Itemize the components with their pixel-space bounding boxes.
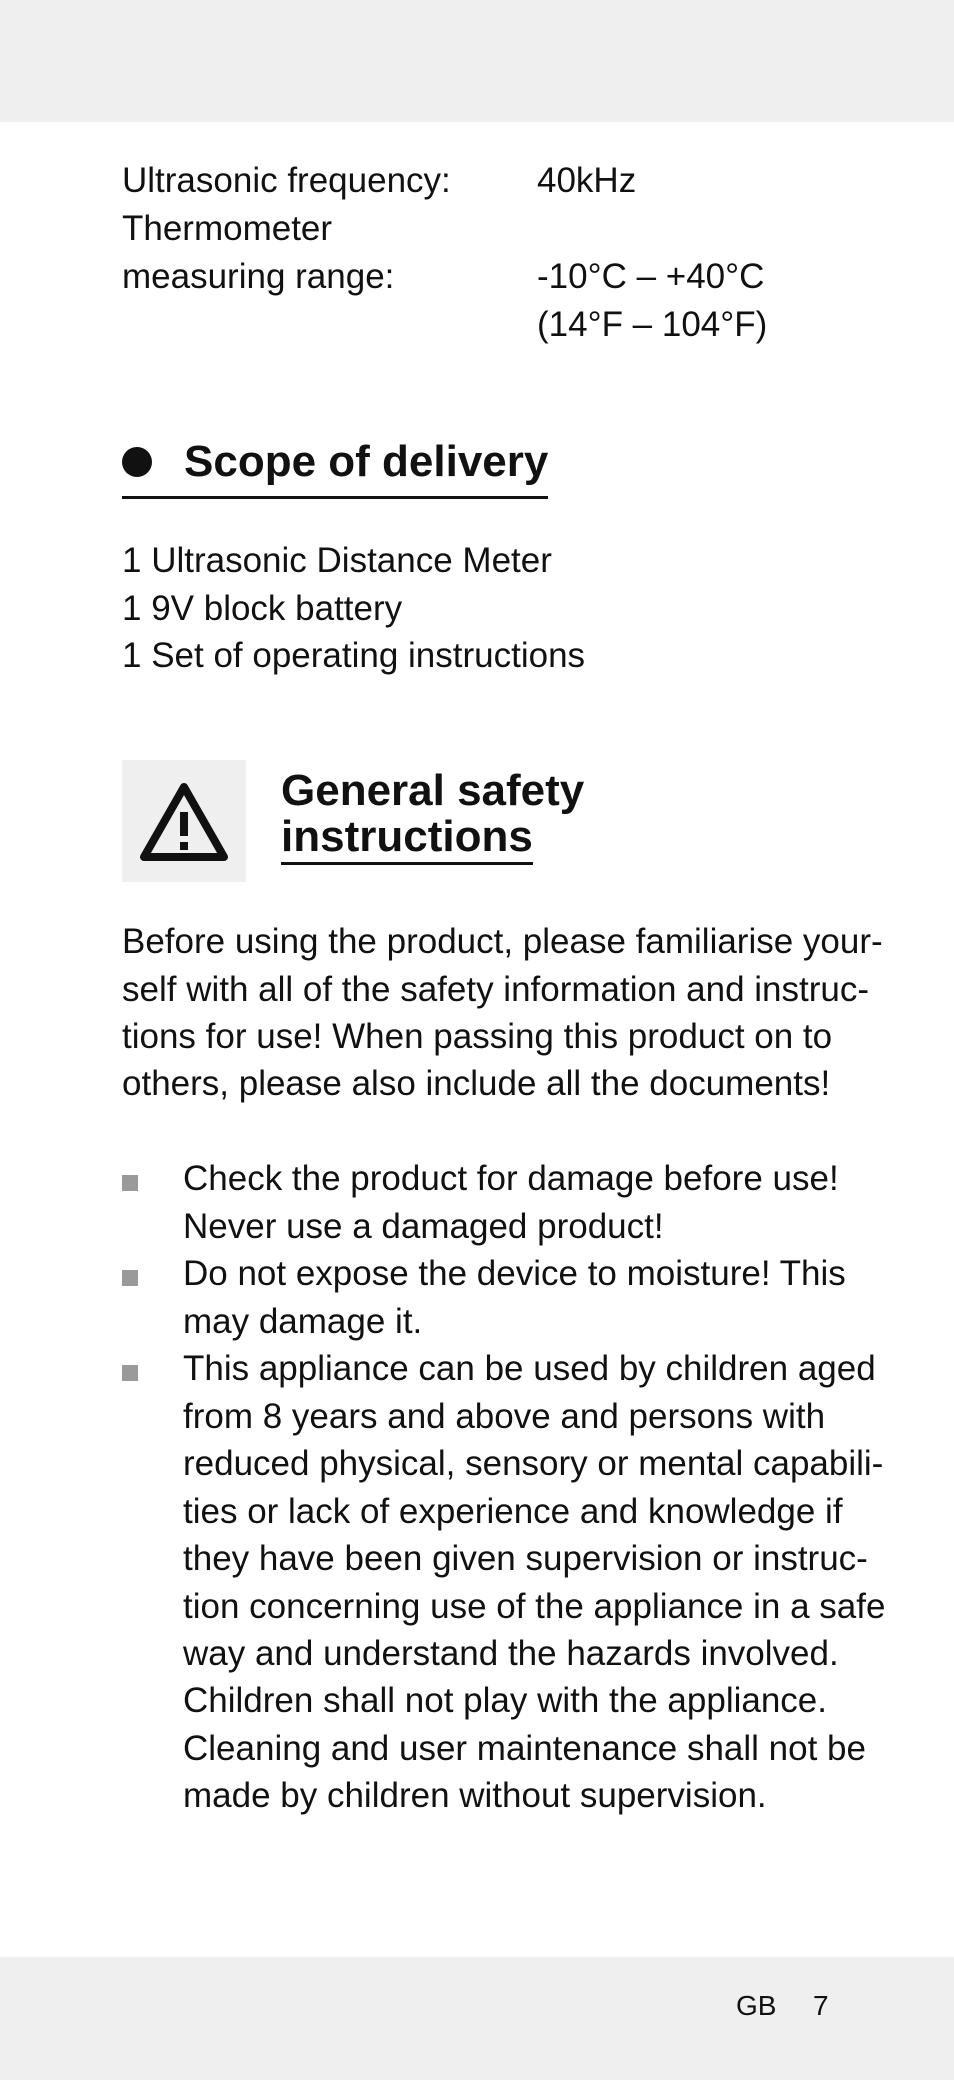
scope-item: 1 Ultrasonic Distance Meter — [122, 541, 552, 580]
spec-thermometer-value-2: (14°F – 104°F) — [537, 305, 768, 344]
square-bullet-icon — [122, 1270, 138, 1286]
bullet-line: ties or lack of experience and knowledge if — [183, 1492, 843, 1531]
bullet-line: Never use a damaged product! — [183, 1207, 664, 1246]
warning-triangle-icon — [122, 760, 246, 882]
scope-item: 1 Set of operating instructions — [122, 636, 586, 675]
bullet-line: way and understand the hazards involved. — [183, 1634, 839, 1673]
heading-bullet-icon — [122, 447, 152, 477]
general-safety-heading — [281, 768, 584, 865]
intro-line: Before using the product, please familiarise your- — [122, 922, 883, 961]
square-bullet-icon — [122, 1365, 138, 1381]
spec-frequency-label: Ultrasonic frequency: — [122, 161, 451, 200]
scope-of-delivery-heading — [122, 432, 548, 499]
safety-heading-line2: instructions — [281, 814, 533, 865]
spec-thermometer-value-1: -10°C – +40°C — [537, 257, 765, 296]
footer-language: GB — [736, 1990, 777, 2021]
intro-line: others, please also include all the documents! — [122, 1064, 831, 1103]
bullet-line: Do not expose the device to moisture! This — [183, 1254, 846, 1293]
footer-page-number: 7 — [813, 1990, 829, 2021]
bullet-line: Cleaning and user maintenance shall not be — [183, 1729, 866, 1768]
bullet-line: tion concerning use of the appliance in a safe — [183, 1587, 886, 1626]
bullet-line: made by children without supervision. — [183, 1776, 767, 1815]
spec-thermometer-label-2: measuring range: — [122, 257, 395, 296]
bullet-line: they have been given supervision or instruc- — [183, 1539, 868, 1578]
bullet-line: reduced physical, sensory or mental capabili- — [183, 1444, 884, 1483]
square-bullet-icon — [122, 1175, 138, 1191]
bullet-line: This appliance can be used by children aged — [183, 1349, 876, 1388]
top-margin-band — [0, 0, 954, 122]
bullet-line: may damage it. — [183, 1302, 423, 1341]
bullet-line: from 8 years and above and persons with — [183, 1397, 826, 1436]
scope-heading-text: Scope of delivery — [184, 437, 549, 486]
spec-frequency-value: 40kHz — [537, 161, 637, 200]
warning-box — [122, 760, 246, 882]
spec-thermometer-label-1: Thermometer — [122, 209, 333, 248]
safety-heading-line1: General safety — [281, 766, 585, 815]
intro-line: self with all of the safety information and instruc- — [122, 970, 870, 1009]
scope-item: 1 9V block battery — [122, 589, 403, 628]
bullet-line: Children shall not play with the appliance. — [183, 1681, 827, 1720]
intro-line: tions for use! When passing this product on to — [122, 1017, 833, 1056]
bottom-margin-band — [0, 1957, 954, 2080]
bullet-line: Check the product for damage before use! — [183, 1159, 839, 1198]
